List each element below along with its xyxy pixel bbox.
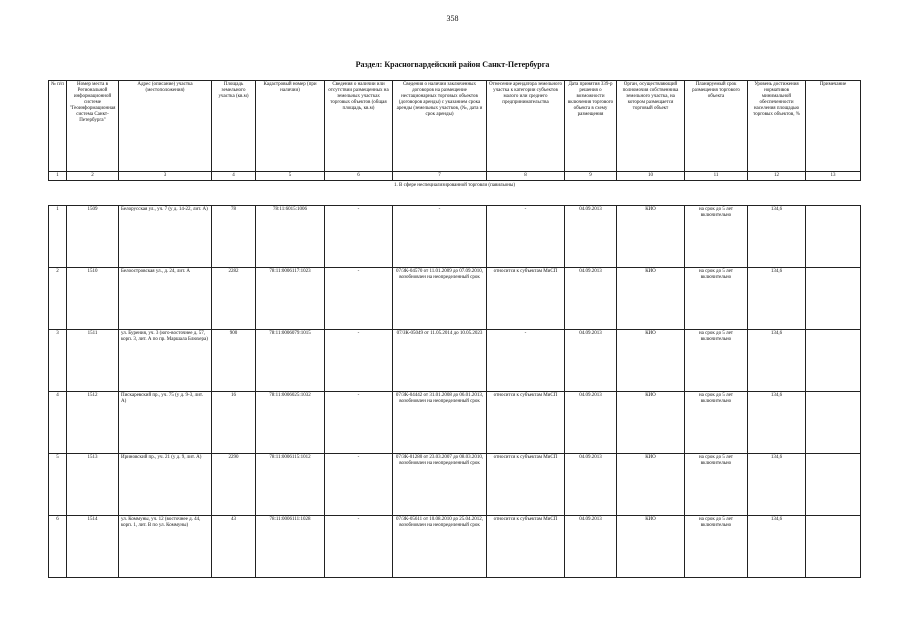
cadastral-cell: 78:11:0006117:1023	[256, 268, 325, 330]
decision-date-cell: 04.09.2013	[565, 454, 617, 516]
decision-date-cell: 04.09.2013	[565, 516, 617, 578]
term-cell: на срок до 5 лет включительно	[685, 206, 748, 268]
table-row	[49, 330, 861, 392]
column-number: 12	[748, 172, 806, 181]
column-header: Отнесение арендатора земельного участка к категории субъектов малого или среднего предпринимательства	[487, 81, 565, 172]
address-cell: Белорусская ул., уч. 7 (у д. 14-22, лит. А)	[119, 206, 212, 268]
column-header: Планируемый срок размещения торгового объекта	[685, 81, 748, 172]
cadastral-cell: 78:11:0006115:1012	[256, 454, 325, 516]
column-header: Примечание	[806, 81, 861, 172]
place-number: 1512	[67, 392, 119, 454]
column-number: 3	[119, 172, 212, 181]
row-number: 3	[49, 330, 67, 392]
column-header: Адрес (описание) участка (местоположения)	[119, 81, 212, 172]
table-row	[49, 516, 861, 578]
column-header: Дата принятия 339-р решения о возможности включения торгового объекта в схему размещения	[565, 81, 617, 172]
decision-date-cell: 04.09.2013	[565, 330, 617, 392]
registry-table	[48, 80, 861, 578]
address-cell: ул. Коммуны, уч. 12 (восточнее д. 44, корп. 1, лит. В по ул. Коммуны)	[119, 516, 212, 578]
provision-level-cell: 134,6	[748, 206, 806, 268]
cadastral-cell: 78:11:0006111:1028	[256, 516, 325, 578]
term-cell: на срок до 5 лет включительно	[685, 392, 748, 454]
existing-objects-cell: -	[325, 268, 393, 330]
note-cell	[806, 268, 861, 330]
column-number: 4	[212, 172, 256, 181]
column-header: Сведения о наличии или отсутствии размещенных на земельных участках торговых объектов (общая площадь, кв.м)	[325, 81, 393, 172]
existing-objects-cell: -	[325, 330, 393, 392]
row-number: 2	[49, 268, 67, 330]
contract-cell: 07/ЗК-05611 от 10.08.2010 до 25.04.2012, возобновлен на неопределенный срок	[393, 516, 487, 578]
place-number: 1513	[67, 454, 119, 516]
organ-cell: КИО	[617, 268, 685, 330]
table-row	[49, 392, 861, 454]
column-number: 8	[487, 172, 565, 181]
provision-level-cell: 134,6	[748, 516, 806, 578]
contract-cell: 07/ЗК-04442 от 31.01.2008 до 06.01.2013, возобновлен на неопределенный срок	[393, 392, 487, 454]
provision-level-cell: 134,6	[748, 392, 806, 454]
note-cell	[806, 206, 861, 268]
smb-cell: -	[487, 206, 565, 268]
existing-objects-cell: -	[325, 516, 393, 578]
smb-cell: относится к субъектам МиСП	[487, 268, 565, 330]
address-cell: Пискаревский пр., уч. 75 (у д. 9-3, лит. А)	[119, 392, 212, 454]
place-number: 1511	[67, 330, 119, 392]
address-cell: Ириновский пр., уч. 21 (у д. 9, лит. А)	[119, 454, 212, 516]
area-cell: 78	[212, 206, 256, 268]
column-number: 2	[67, 172, 119, 181]
column-number-row	[49, 172, 861, 181]
table-row	[49, 268, 861, 330]
organ-cell: КИО	[617, 206, 685, 268]
decision-date-cell: 04.09.2013	[565, 392, 617, 454]
area-cell: 16	[212, 392, 256, 454]
column-header: Площадь земельного участка (кв.м)	[212, 81, 256, 172]
term-cell: на срок до 5 лет включительно	[685, 330, 748, 392]
organ-cell: КИО	[617, 516, 685, 578]
column-header: Уровень достижения нормативов минимальной обеспеченности населения площадью торговых объектов, %	[748, 81, 806, 172]
row-number: 6	[49, 516, 67, 578]
contract-cell: 07/ЗК-05049 от 11.05.2014 до 10.05.2023	[393, 330, 487, 392]
column-number: 13	[806, 172, 861, 181]
area-cell: 2282	[212, 268, 256, 330]
place-number: 1514	[67, 516, 119, 578]
term-cell: на срок до 5 лет включительно	[685, 268, 748, 330]
contract-cell: 07/ЗК-04570 от 11.01.2009 до 07.09.2010, возобновлен на неопределенный срок	[393, 268, 487, 330]
term-cell: на срок до 5 лет включительно	[685, 516, 748, 578]
note-cell	[806, 392, 861, 454]
decision-date-cell: 04.09.2013	[565, 268, 617, 330]
smb-cell: относится к субъектам МиСП	[487, 454, 565, 516]
column-header: Орган, осуществляющий полномочия собственника земельного участка, на котором размещается торговый объект	[617, 81, 685, 172]
contract-cell: -	[393, 206, 487, 268]
cadastral-cell: 78:11:0006079:1015	[256, 330, 325, 392]
row-number: 1	[49, 206, 67, 268]
smb-cell: -	[487, 330, 565, 392]
organ-cell: КИО	[617, 454, 685, 516]
column-header: № п/п	[49, 81, 67, 172]
column-header: Номер места в Региональной информационной системе "Геоинформационная система Санкт-Петербурга"	[67, 81, 119, 172]
area-cell: 900	[212, 330, 256, 392]
address-cell: Белоостровская ул., д. 24, лит. А	[119, 268, 212, 330]
organ-cell: КИО	[617, 392, 685, 454]
note-cell	[806, 330, 861, 392]
column-number: 6	[325, 172, 393, 181]
column-number: 5	[256, 172, 325, 181]
area-cell: 43	[212, 516, 256, 578]
column-header: Сведения о наличии заключенных договоров на размещение нестационарных торговых объектов (договоров аренды) с указанием срока аренды (земельных участков, (№, дата и срок аренды)	[393, 81, 487, 172]
table-row	[49, 206, 861, 268]
column-header: Кадастровый номер (при наличии)	[256, 81, 325, 172]
place-number: 1510	[67, 268, 119, 330]
existing-objects-cell: -	[325, 392, 393, 454]
term-cell: на срок до 5 лет включительно	[685, 454, 748, 516]
row-number: 5	[49, 454, 67, 516]
existing-objects-cell: -	[325, 454, 393, 516]
table-row	[49, 454, 861, 516]
smb-cell: относится к субъектам МиСП	[487, 516, 565, 578]
provision-level-cell: 134,6	[748, 268, 806, 330]
area-cell: 2290	[212, 454, 256, 516]
provision-level-cell: 134,6	[748, 454, 806, 516]
section-row	[49, 181, 861, 206]
organ-cell: КИО	[617, 330, 685, 392]
existing-objects-cell: -	[325, 206, 393, 268]
smb-cell: относится к субъектам МиСП	[487, 392, 565, 454]
cadastral-cell: 78:11:6015:1006	[256, 206, 325, 268]
cadastral-cell: 78:11:0006025:1032	[256, 392, 325, 454]
note-cell	[806, 516, 861, 578]
column-number: 11	[685, 172, 748, 181]
section-title: Раздел: Красногвардейский район Санкт-Петербурга	[355, 60, 550, 69]
contract-cell: 07/ЗК-01280 от 23.03.2007 до 08.03.2010, возобновлен на неопределенный срок	[393, 454, 487, 516]
column-number: 7	[393, 172, 487, 181]
page-number: 358	[446, 14, 459, 23]
provision-level-cell: 134,6	[748, 330, 806, 392]
column-number: 1	[49, 172, 67, 181]
section-label: 1. В сфере неспециализированной торговли (павильоны)	[49, 181, 861, 206]
address-cell: ул. Бурения, уч. 3 (юго-восточнее д. 57, корп. 3, лит. А по пр. Маршала Блюхера)	[119, 330, 212, 392]
column-number: 10	[617, 172, 685, 181]
header-row	[49, 81, 861, 172]
column-number: 9	[565, 172, 617, 181]
row-number: 4	[49, 392, 67, 454]
decision-date-cell: 04.09.2013	[565, 206, 617, 268]
place-number: 1509	[67, 206, 119, 268]
note-cell	[806, 454, 861, 516]
